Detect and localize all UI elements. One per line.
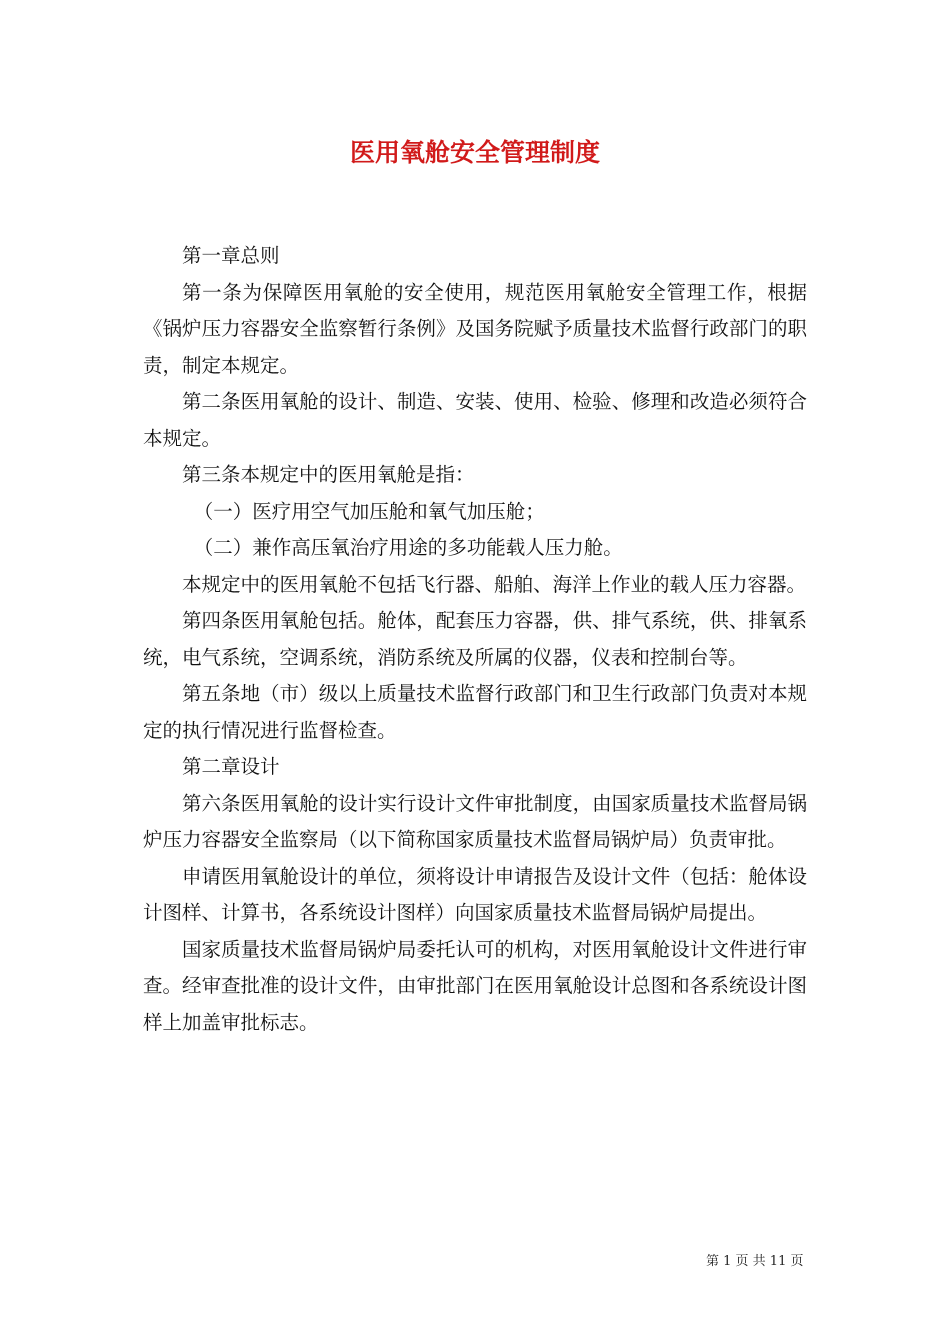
chapter-heading: 第一章总则 <box>182 244 280 267</box>
article-paragraph: 第二条医用氧舱的设计、制造、安装、使用、检验、修理和改造必须符合本规定。 <box>143 390 807 450</box>
chapter-heading: 第二章设计 <box>182 755 280 778</box>
article-paragraph: 申请医用氧舱设计的单位，须将设计申请报告及设计文件（包括：舱体设计图样、计算书，各系统设计图样）向国家质量技术监督局锅炉局提出。 <box>143 864 807 924</box>
article-paragraph: 本规定中的医用氧舱不包括飞行器、船舶、海洋上作业的载人压力容器。 <box>182 572 807 596</box>
document-body <box>143 238 807 1041</box>
article-paragraph: 第六条医用氧舱的设计实行设计文件审批制度，由国家质量技术监督局锅炉压力容器安全监察局（以下简称国家质量技术监督局锅炉局）负责审批。 <box>143 791 807 851</box>
document-title: 医用氧舱安全管理制度 <box>349 138 600 167</box>
list-item: （一）医疗用空气加压舱和氧气加压舱； <box>193 499 545 523</box>
page-number: 第 1 页 共 11 页 <box>706 1254 804 1269</box>
article-paragraph: 第五条地（市）级以上质量技术监督行政部门和卫生行政部门负责对本规定的执行情况进行监督检查。 <box>143 682 807 742</box>
list-item: （二）兼作高压氧治疗用途的多功能载人压力舱。 <box>193 536 623 559</box>
article-paragraph: 第一条为保障医用氧舱的安全使用，规范医用氧舱安全管理工作，根据《锅炉压力容器安全监察暂行条例》及国务院赋予质量技术监督行政部门的职责，制定本规定。 <box>143 280 807 377</box>
article-paragraph: 第三条本规定中的医用氧舱是指： <box>182 463 475 486</box>
article-paragraph: 国家质量技术监督局锅炉局委托认可的机构，对医用氧舱设计文件进行审查。经审查批准的设计文件，由审批部门在医用氧舱设计总图和各系统设计图样上加盖审批标志。 <box>143 937 807 1034</box>
article-paragraph: 第四条医用氧舱包括。舱体，配套压力容器，供、排气系统，供、排氧系统，电气系统，空调系统，消防系统及所属的仪器，仪表和控制台等。 <box>143 609 807 669</box>
